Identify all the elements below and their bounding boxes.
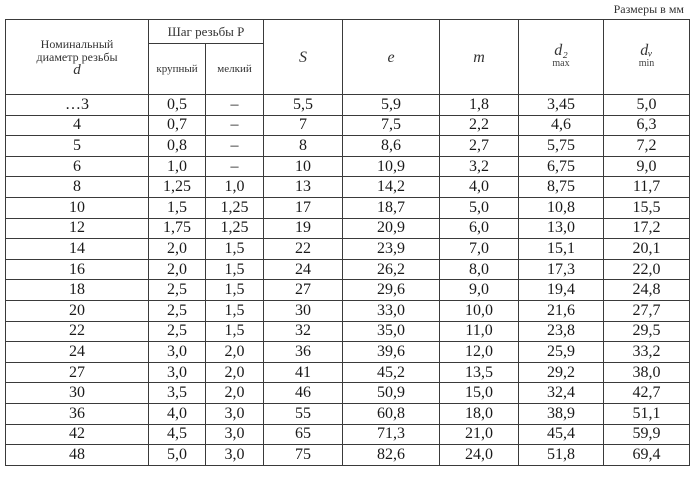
cell-dz-max: 23,8 — [519, 321, 604, 342]
cell-pitch-fine: – — [206, 95, 264, 116]
cell-dz-max: 19,4 — [519, 280, 604, 301]
cell-pitch-coarse: 0,8 — [149, 136, 206, 157]
cell-dz-max: 32,4 — [519, 383, 604, 404]
cell-diameter: 48 — [6, 445, 149, 466]
cell-e: 50,9 — [343, 383, 440, 404]
cell-pitch-coarse: 2,0 — [149, 239, 206, 260]
header-e: e — [343, 20, 440, 95]
cell-dw-min: 22,0 — [604, 259, 690, 280]
cell-diameter: 24 — [6, 342, 149, 363]
table-row — [6, 445, 690, 466]
header-dz-sub: max — [552, 58, 570, 69]
cell-e: 8,6 — [343, 136, 440, 157]
cell-diameter: 36 — [6, 403, 149, 424]
table-row — [6, 342, 690, 363]
cell-pitch-fine: 1,0 — [206, 177, 264, 198]
cell-pitch-coarse: 0,7 — [149, 115, 206, 136]
table-row — [6, 218, 690, 239]
cell-diameter: 42 — [6, 424, 149, 445]
table-row — [6, 280, 690, 301]
cell-pitch-coarse: 2,5 — [149, 321, 206, 342]
cell-dz-max: 15,1 — [519, 239, 604, 260]
cell-e: 60,8 — [343, 403, 440, 424]
table-row — [6, 239, 690, 260]
cell-dw-min: 27,7 — [604, 300, 690, 321]
cell-m: 7,0 — [440, 239, 519, 260]
header-m: m — [440, 20, 519, 95]
cell-dz-max: 4,6 — [519, 115, 604, 136]
cell-pitch-coarse: 2,0 — [149, 259, 206, 280]
cell-e: 35,0 — [343, 321, 440, 342]
cell-dz-max: 10,8 — [519, 197, 604, 218]
cell-e: 26,2 — [343, 259, 440, 280]
header-diameter-line1: Номинальный — [40, 36, 114, 51]
cell-pitch-coarse: 4,5 — [149, 424, 206, 445]
cell-diameter: 10 — [6, 197, 149, 218]
cell-m: 10,0 — [440, 300, 519, 321]
cell-pitch-fine: 3,0 — [206, 445, 264, 466]
cell-dz-max: 29,2 — [519, 362, 604, 383]
cell-s: 13 — [264, 177, 343, 198]
cell-s: 5,5 — [264, 95, 343, 116]
cell-m: 8,0 — [440, 259, 519, 280]
cell-diameter: 27 — [6, 362, 149, 383]
cell-pitch-coarse: 0,5 — [149, 95, 206, 116]
cell-dz-max: 45,4 — [519, 424, 604, 445]
cell-dz-max: 6,75 — [519, 156, 604, 177]
table-row — [6, 136, 690, 157]
cell-pitch-fine: 2,0 — [206, 383, 264, 404]
table-row — [6, 197, 690, 218]
table-row — [6, 95, 690, 116]
cell-pitch-coarse: 1,25 — [149, 177, 206, 198]
header-dz — [519, 20, 604, 95]
cell-e: 39,6 — [343, 342, 440, 363]
cell-pitch-fine: 3,0 — [206, 424, 264, 445]
cell-diameter: 20 — [6, 300, 149, 321]
header-dw-sub: min — [638, 58, 655, 69]
cell-s: 46 — [264, 383, 343, 404]
cell-m: 4,0 — [440, 177, 519, 198]
cell-dz-max: 3,45 — [519, 95, 604, 116]
cell-e: 71,3 — [343, 424, 440, 445]
cell-dz-max: 38,9 — [519, 403, 604, 424]
cell-diameter: 30 — [6, 383, 149, 404]
cell-pitch-coarse: 1,5 — [149, 197, 206, 218]
cell-s: 27 — [264, 280, 343, 301]
cell-dz-max: 5,75 — [519, 136, 604, 157]
header-dz-symbol: d₂ — [554, 42, 568, 59]
cell-s: 22 — [264, 239, 343, 260]
cell-s: 8 — [264, 136, 343, 157]
table-row — [6, 321, 690, 342]
cell-s: 65 — [264, 424, 343, 445]
cell-pitch-fine: 1,5 — [206, 321, 264, 342]
cell-m: 2,2 — [440, 115, 519, 136]
cell-pitch-fine: 1,25 — [206, 197, 264, 218]
cell-dw-min: 20,1 — [604, 239, 690, 260]
cell-diameter: 5 — [6, 136, 149, 157]
cell-dw-min: 38,0 — [604, 362, 690, 383]
cell-dw-min: 59,9 — [604, 424, 690, 445]
cell-s: 24 — [264, 259, 343, 280]
cell-diameter: 22 — [6, 321, 149, 342]
table-row — [6, 259, 690, 280]
cell-pitch-coarse: 2,5 — [149, 280, 206, 301]
header-pitch-coarse: крупный — [149, 44, 206, 95]
cell-dw-min: 9,0 — [604, 156, 690, 177]
header-diameter-symbol: d — [73, 61, 81, 78]
cell-dw-min: 5,0 — [604, 95, 690, 116]
cell-dw-min: 11,7 — [604, 177, 690, 198]
cell-pitch-fine: – — [206, 156, 264, 177]
cell-pitch-fine: 1,5 — [206, 259, 264, 280]
cell-dw-min: 15,5 — [604, 197, 690, 218]
cell-dw-min: 7,2 — [604, 136, 690, 157]
cell-m: 21,0 — [440, 424, 519, 445]
header-pitch-fine: мелкий — [206, 44, 264, 95]
cell-diameter: …3 — [6, 95, 149, 116]
cell-pitch-coarse: 1,75 — [149, 218, 206, 239]
cell-pitch-coarse: 2,5 — [149, 300, 206, 321]
cell-pitch-fine: 1,5 — [206, 280, 264, 301]
cell-e: 23,9 — [343, 239, 440, 260]
cell-diameter: 16 — [6, 259, 149, 280]
cell-e: 10,9 — [343, 156, 440, 177]
cell-pitch-coarse: 3,5 — [149, 383, 206, 404]
cell-m: 1,8 — [440, 95, 519, 116]
cell-pitch-coarse: 3,0 — [149, 342, 206, 363]
cell-pitch-coarse: 4,0 — [149, 403, 206, 424]
cell-dz-max: 21,6 — [519, 300, 604, 321]
cell-dw-min: 17,2 — [604, 218, 690, 239]
cell-s: 75 — [264, 445, 343, 466]
cell-dz-max: 25,9 — [519, 342, 604, 363]
cell-dw-min: 33,2 — [604, 342, 690, 363]
cell-dw-min: 69,4 — [604, 445, 690, 466]
table-row — [6, 300, 690, 321]
cell-diameter: 14 — [6, 239, 149, 260]
cell-m: 13,5 — [440, 362, 519, 383]
cell-m: 2,7 — [440, 136, 519, 157]
cell-m: 24,0 — [440, 445, 519, 466]
cell-dw-min: 24,8 — [604, 280, 690, 301]
cell-e: 20,9 — [343, 218, 440, 239]
cell-s: 19 — [264, 218, 343, 239]
cell-s: 36 — [264, 342, 343, 363]
cell-e: 5,9 — [343, 95, 440, 116]
cell-dw-min: 6,3 — [604, 115, 690, 136]
cell-s: 41 — [264, 362, 343, 383]
cell-m: 5,0 — [440, 197, 519, 218]
cell-dz-max: 17,3 — [519, 259, 604, 280]
cell-e: 45,2 — [343, 362, 440, 383]
cell-diameter: 6 — [6, 156, 149, 177]
table-row — [6, 362, 690, 383]
cell-diameter: 18 — [6, 280, 149, 301]
cell-s: 10 — [264, 156, 343, 177]
cell-s: 7 — [264, 115, 343, 136]
cell-m: 3,2 — [440, 156, 519, 177]
cell-dz-max: 13,0 — [519, 218, 604, 239]
cell-diameter: 12 — [6, 218, 149, 239]
cell-pitch-fine: 1,5 — [206, 239, 264, 260]
cell-m: 11,0 — [440, 321, 519, 342]
header-dw-symbol: dᵥ — [640, 42, 653, 59]
cell-m: 12,0 — [440, 342, 519, 363]
cell-pitch-fine: – — [206, 115, 264, 136]
header-dw — [604, 20, 690, 95]
cell-dw-min: 29,5 — [604, 321, 690, 342]
table-row — [6, 177, 690, 198]
table-row — [6, 424, 690, 445]
cell-dz-max: 51,8 — [519, 445, 604, 466]
cell-dw-min: 42,7 — [604, 383, 690, 404]
cell-pitch-fine: 2,0 — [206, 362, 264, 383]
cell-e: 18,7 — [343, 197, 440, 218]
cell-dw-min: 51,1 — [604, 403, 690, 424]
nut-dimensions-table — [5, 19, 690, 466]
cell-e: 14,2 — [343, 177, 440, 198]
cell-diameter: 4 — [6, 115, 149, 136]
cell-m: 9,0 — [440, 280, 519, 301]
units-note: Размеры в мм — [613, 2, 684, 16]
cell-e: 33,0 — [343, 300, 440, 321]
cell-pitch-fine: 1,25 — [206, 218, 264, 239]
cell-s: 30 — [264, 300, 343, 321]
header-pitch: Шаг резьбы P — [149, 20, 264, 44]
cell-pitch-fine: 1,5 — [206, 300, 264, 321]
header-diameter-line2: диаметр резьбы — [36, 49, 118, 64]
cell-pitch-coarse: 1,0 — [149, 156, 206, 177]
cell-e: 29,6 — [343, 280, 440, 301]
cell-m: 15,0 — [440, 383, 519, 404]
cell-s: 55 — [264, 403, 343, 424]
cell-pitch-fine: 3,0 — [206, 403, 264, 424]
cell-dz-max: 8,75 — [519, 177, 604, 198]
cell-s: 32 — [264, 321, 343, 342]
table-body — [6, 95, 690, 466]
cell-m: 18,0 — [440, 403, 519, 424]
table-row — [6, 403, 690, 424]
cell-e: 7,5 — [343, 115, 440, 136]
table-row — [6, 115, 690, 136]
table-row — [6, 156, 690, 177]
cell-pitch-fine: – — [206, 136, 264, 157]
cell-pitch-fine: 2,0 — [206, 342, 264, 363]
cell-e: 82,6 — [343, 445, 440, 466]
table-row — [6, 383, 690, 404]
cell-s: 17 — [264, 197, 343, 218]
header-diameter — [6, 20, 149, 95]
header-s: S — [264, 20, 343, 95]
cell-diameter: 8 — [6, 177, 149, 198]
cell-pitch-coarse: 3,0 — [149, 362, 206, 383]
cell-m: 6,0 — [440, 218, 519, 239]
cell-pitch-coarse: 5,0 — [149, 445, 206, 466]
